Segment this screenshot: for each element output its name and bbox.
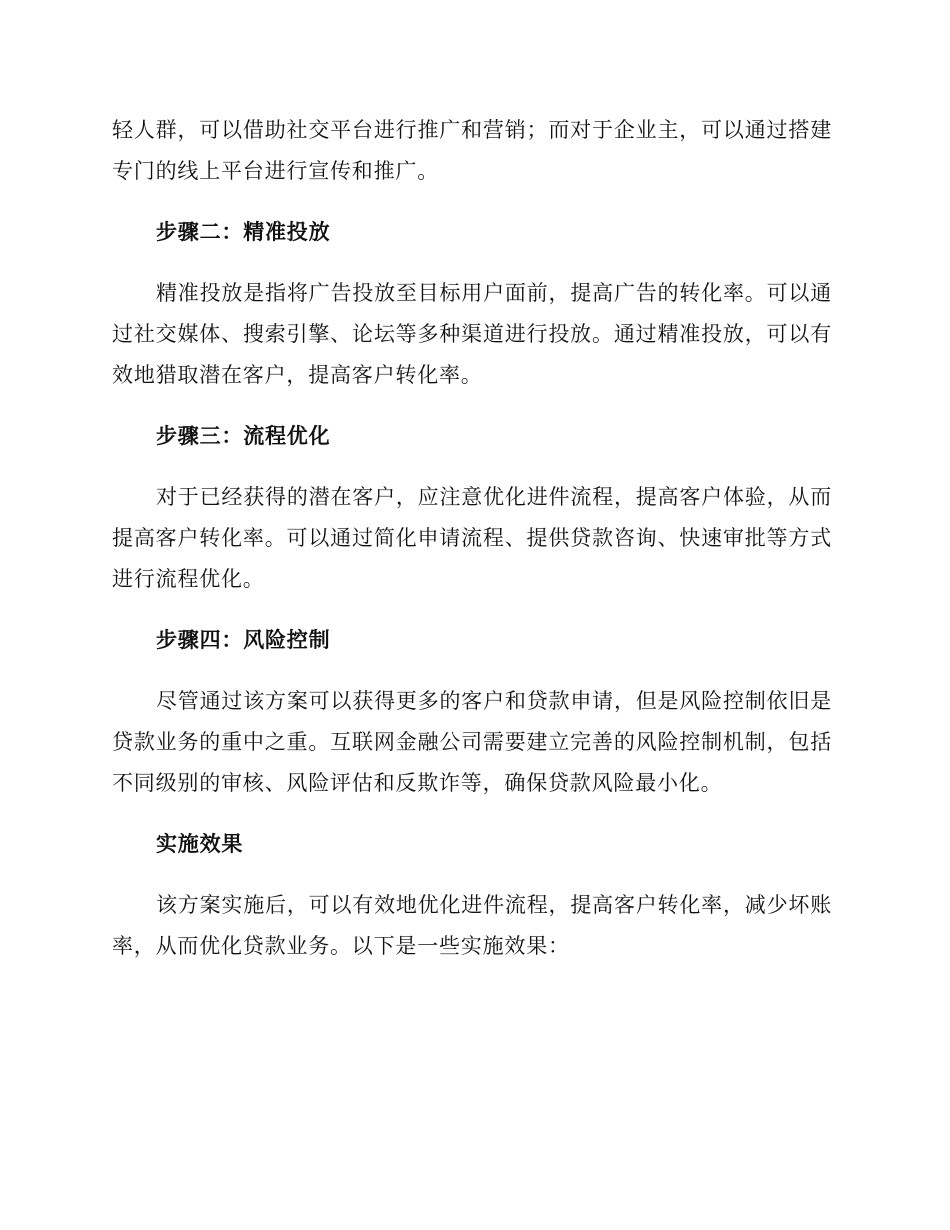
paragraph-implementation-effect: 该方案实施后，可以有效地优化进件流程，提高客户转化率，减少坏账率，从而优化贷款业务。以下是一些实施效果： [112, 893, 832, 958]
document-body [112, 110, 832, 967]
paragraph-process-optimization: 对于已经获得的潜在客户，应注意优化进件流程，提高客户体验，从而提高客户转化率。可以通过简化申请流程、提供贷款咨询、快速审批等方式进行流程优化。 [112, 485, 832, 591]
paragraph-risk-control: 尽管通过该方案可以获得更多的客户和贷款申请，但是风险控制依旧是贷款业务的重中之重。互联网金融公司需要建立完善的风险控制机制，包括不同级别的审核、风险评估和反欺诈等，确保贷款风险最小化。 [112, 689, 832, 795]
heading-step-four: 步骤四：风险控制 [156, 628, 331, 652]
heading-step-three: 步骤三：流程优化 [156, 424, 331, 448]
paragraph-precise-targeting: 精准投放是指将广告投放至目标用户面前，提高广告的转化率。可以通过社交媒体、搜索引擎、论坛等多种渠道进行投放。通过精准投放，可以有效地猎取潜在客户，提高客户转化率。 [112, 281, 832, 387]
paragraph-continuation: 轻人群，可以借助社交平台进行推广和营销；而对于企业主，可以通过搭建专门的线上平台进行宣传和推广。 [112, 118, 832, 183]
heading-step-two: 步骤二：精准投放 [156, 220, 331, 244]
heading-implementation-effect: 实施效果 [156, 832, 244, 856]
